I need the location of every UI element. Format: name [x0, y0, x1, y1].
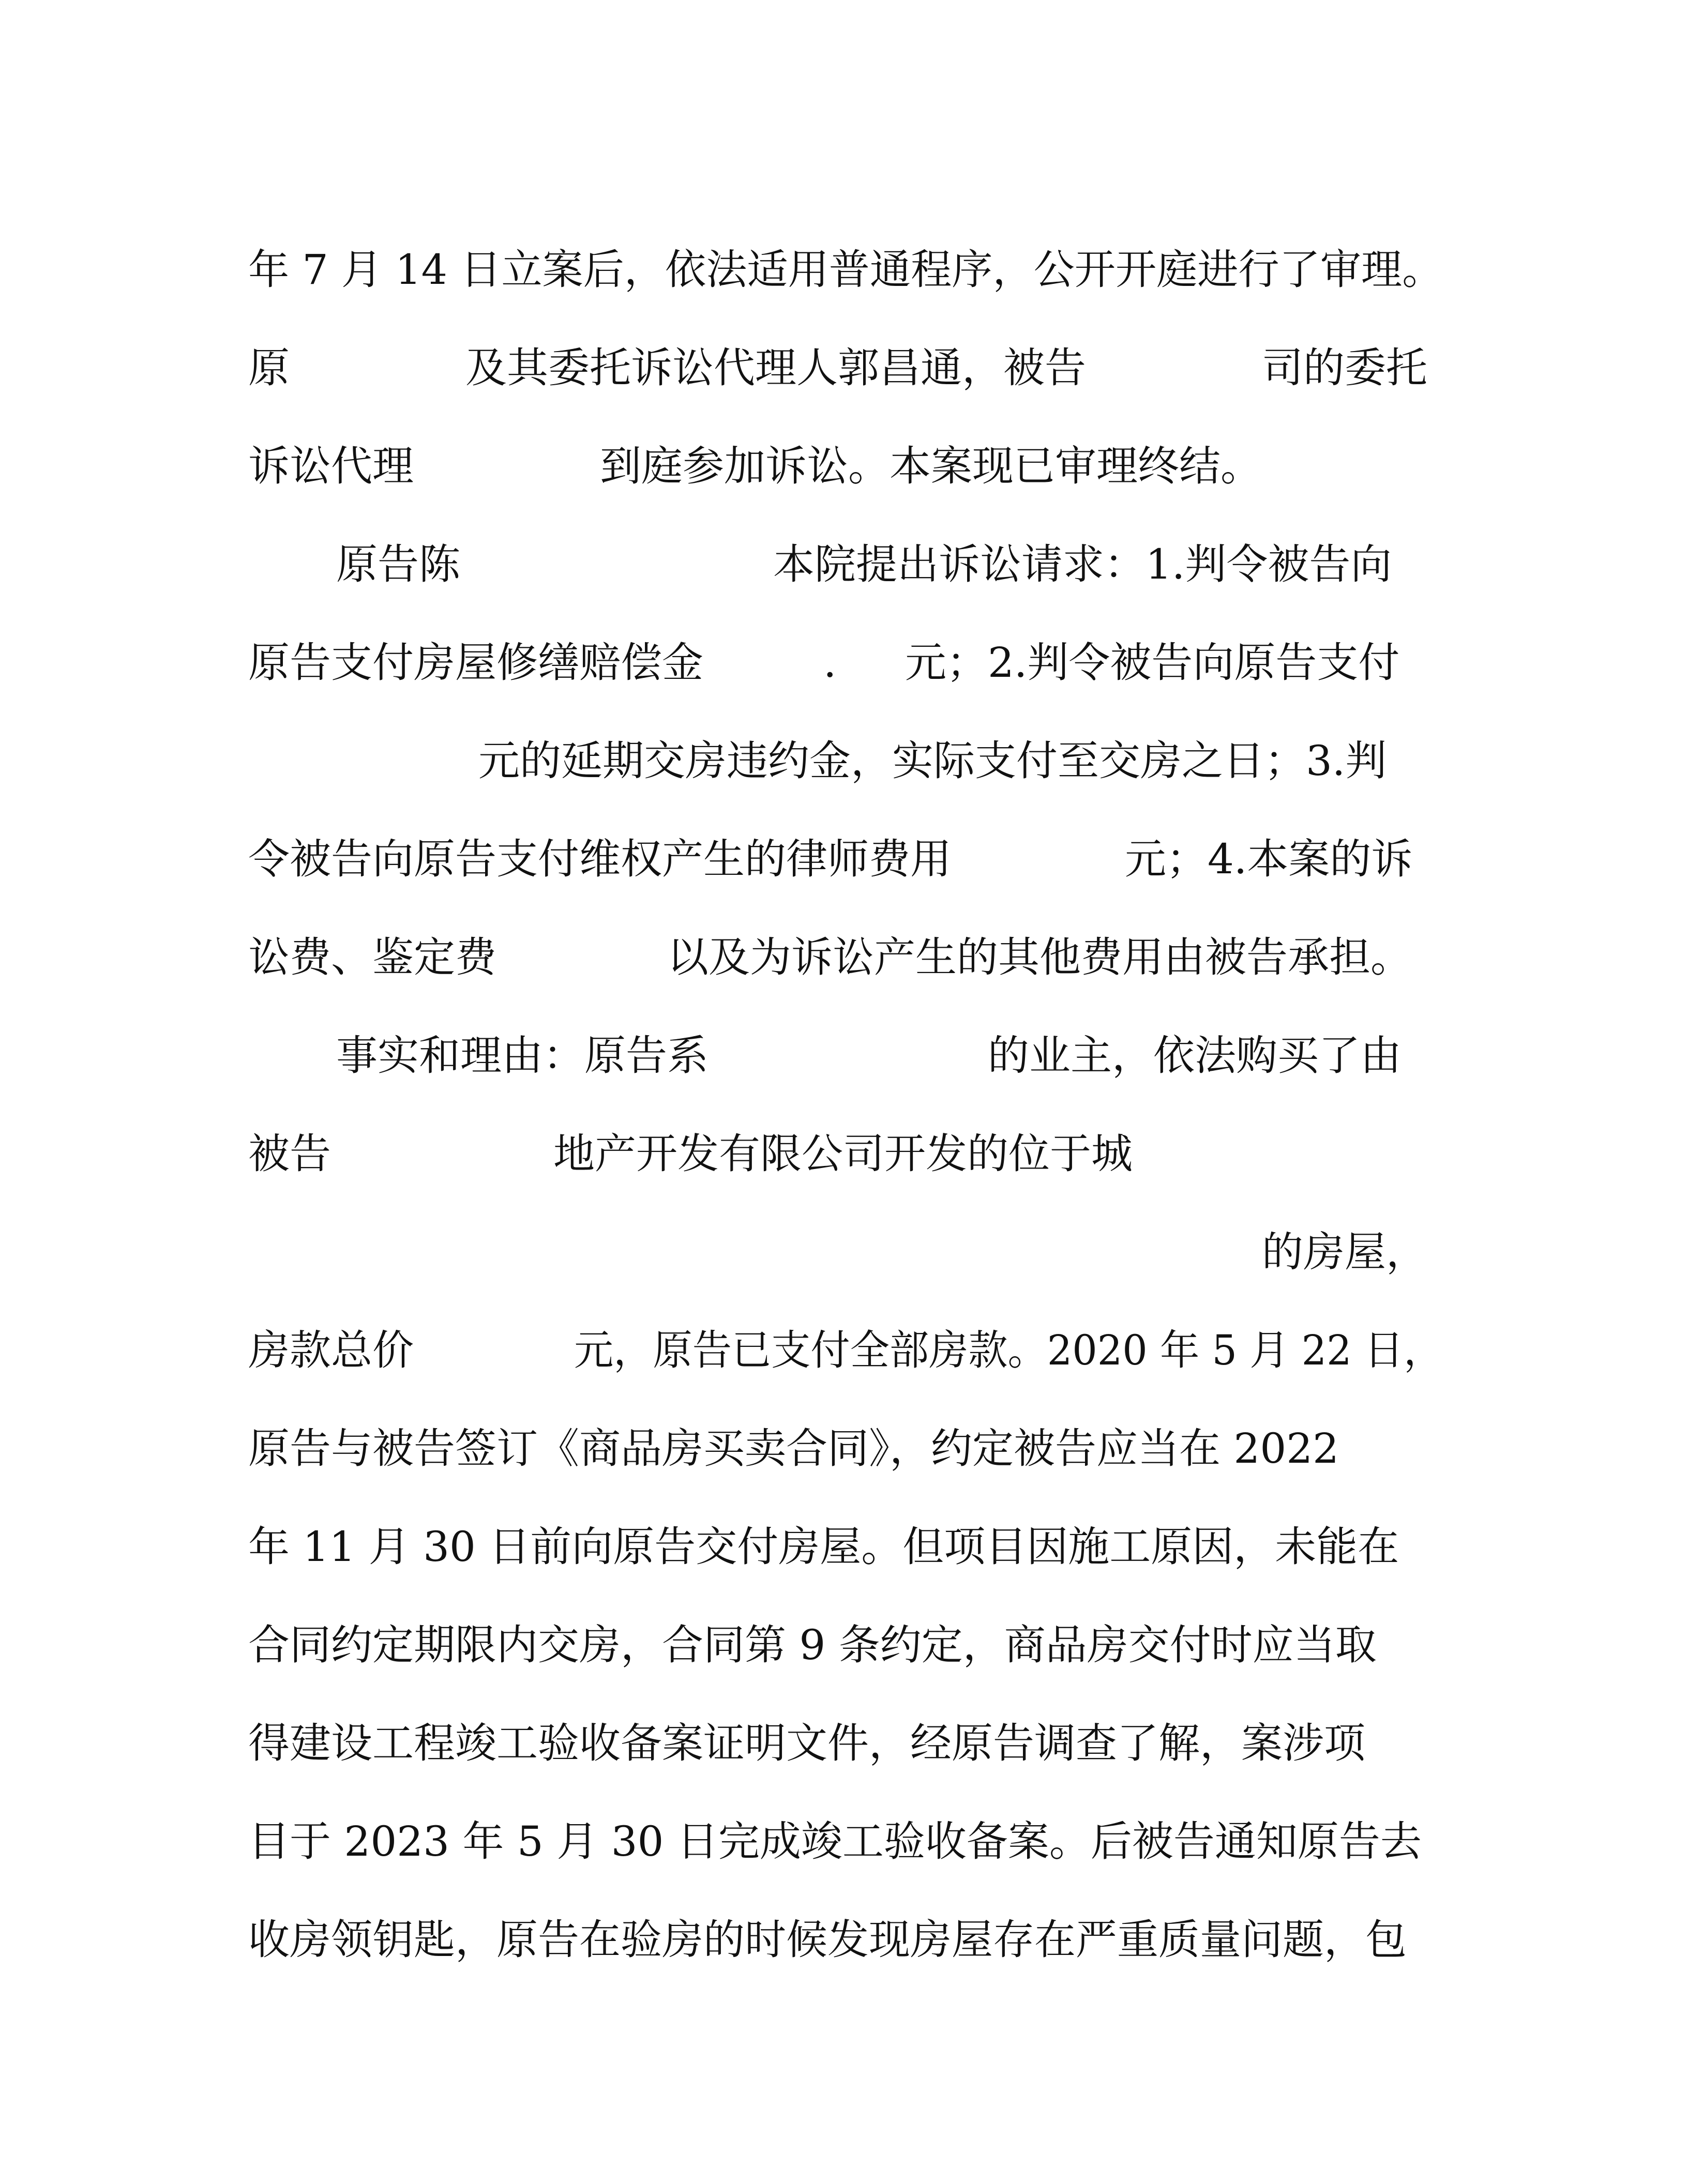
text-line: [0, 823, 1688, 896]
text-segment: 目于 2023 年 5 月 30 日完成竣工验收备案。后被告通知原告去: [248, 1817, 1422, 1866]
text-segment: 原告与被告签订《商品房买卖合同》，约定被告应当在 2022: [248, 1424, 1339, 1473]
text-line: [0, 1707, 1688, 1780]
text-segment: 年 11 月 30 日前向原告交付房屋。但项目因施工原因，未能在: [248, 1523, 1399, 1571]
text-segment: 元；2.判令被告向原告支付: [905, 639, 1400, 687]
text-segment: 的业主，依法购买了由: [988, 1032, 1401, 1080]
text-segment: .: [823, 639, 837, 687]
text-line: [0, 332, 1688, 404]
text-segment: 及其委托诉讼代理人郭昌通，被告: [465, 344, 1086, 392]
text-line: [0, 1511, 1688, 1583]
text-line: [0, 1806, 1688, 1878]
text-line: [0, 1314, 1688, 1387]
text-segment: 讼费、鉴定费: [248, 933, 496, 981]
text-segment: 本院提出诉讼请求：1.判令被告向: [773, 540, 1392, 588]
text-segment: 被告: [248, 1130, 331, 1178]
text-segment: 地产开发有限公司开发的位于城: [553, 1130, 1133, 1178]
text-line: [0, 1020, 1688, 1092]
text-segment: 房款总价: [248, 1326, 414, 1374]
text-segment: 元的延期交房违约金，实际支付至交房之日；3.判: [478, 737, 1387, 785]
text-line: [0, 921, 1688, 994]
text-segment: 事实和理由：原告系: [336, 1032, 709, 1080]
text-line: [0, 1118, 1688, 1190]
text-segment: 以及为诉讼产生的其他费用由被告承担。: [667, 933, 1412, 981]
text-segment: 诉讼代理: [248, 442, 414, 490]
text-segment: 的房屋，: [1262, 1228, 1427, 1276]
text-segment: 司的委托: [1262, 344, 1427, 392]
text-segment: 原告支付房屋修缮赔偿金: [248, 639, 703, 687]
text-line: [0, 1609, 1688, 1681]
text-line: [0, 1413, 1688, 1485]
text-segment: 元，原告已支付全部房款。2020 年 5 月 22 日，: [574, 1326, 1443, 1374]
text-segment: 原告陈: [336, 540, 460, 588]
text-segment: 得建设工程竣工验收备案证明文件，经原告调查了解，案涉项: [248, 1719, 1365, 1767]
text-line: [0, 725, 1688, 797]
text-line: [0, 627, 1688, 699]
text-line: [0, 1216, 1688, 1288]
text-segment: 收房领钥匙，原告在验房的时候发现房屋存在严重质量问题，包: [248, 1916, 1407, 1964]
text-segment: 令被告向原告支付维权产生的律师费用: [248, 835, 952, 883]
text-line: [0, 430, 1688, 503]
text-segment: 合同约定期限内交房，合同第 9 条约定，商品房交付时应当取: [248, 1621, 1377, 1669]
text-line: [0, 528, 1688, 601]
text-segment: 到庭参加诉讼。本案现已审理终结。: [600, 442, 1262, 490]
text-segment: 年 7 月 14 日立案后，依法适用普通程序，公开开庭进行了审理。: [248, 246, 1443, 294]
text-segment: 元；4.本案的诉: [1125, 835, 1413, 883]
text-segment: 原: [248, 344, 290, 392]
text-line: [0, 234, 1688, 306]
text-line: [0, 1904, 1688, 1976]
